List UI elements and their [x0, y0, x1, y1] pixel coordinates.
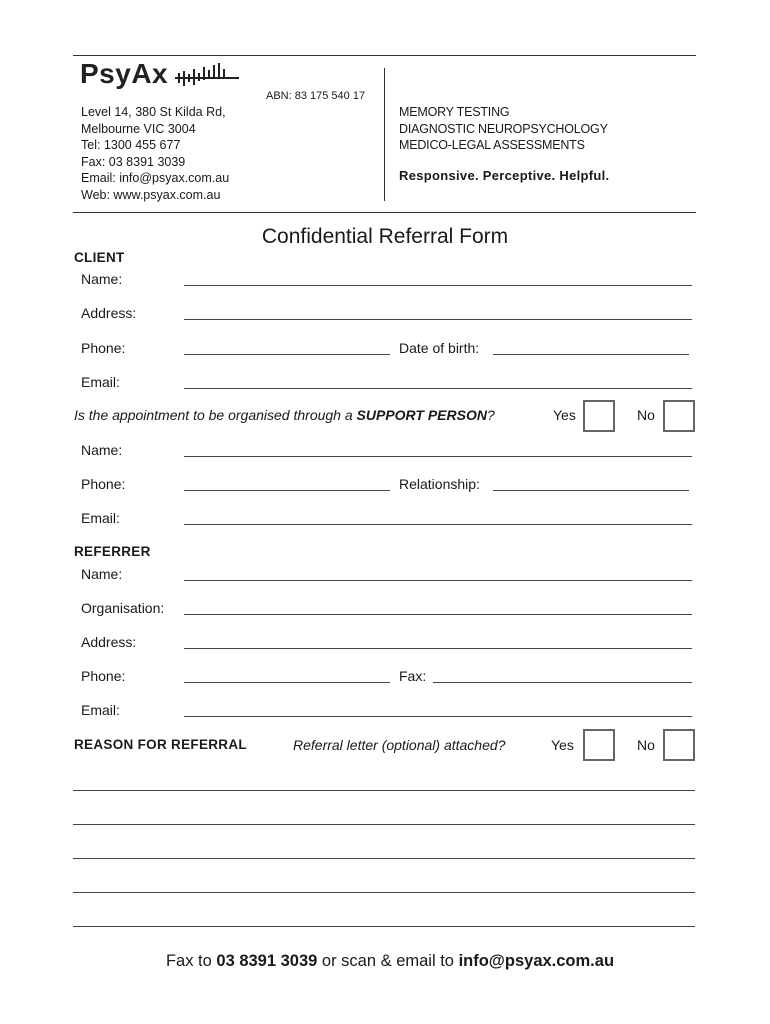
client-phone-field[interactable] — [184, 354, 390, 355]
reason-line[interactable] — [73, 892, 695, 893]
reason-line[interactable] — [73, 858, 695, 859]
letter-yes-label: Yes — [551, 737, 574, 753]
header-divider — [384, 68, 385, 201]
referrer-organisation-field[interactable] — [184, 614, 692, 615]
letter-question: Referral letter (optional) attached? — [293, 737, 506, 753]
referrer-fax-field[interactable] — [433, 682, 692, 683]
logo — [80, 58, 245, 94]
support-question-prefix: Is the appointment to be organised through a — [74, 407, 357, 423]
referrer-fax-label: Fax: — [399, 668, 427, 684]
support-phone-label: Phone: — [81, 476, 126, 492]
phone-line: Tel: 1300 455 677 — [81, 138, 181, 152]
header-bottom-rule — [73, 212, 696, 213]
support-question-emphasis: SUPPORT PERSON — [356, 407, 487, 423]
support-question-suffix: ? — [486, 407, 495, 423]
client-address-label: Address: — [81, 305, 137, 321]
referrer-email-label: Email: — [81, 702, 120, 718]
service-item: MEMORY TESTING — [399, 105, 510, 119]
client-dob-field[interactable] — [493, 354, 689, 355]
support-name-field[interactable] — [184, 456, 692, 457]
reason-line[interactable] — [73, 824, 695, 825]
client-heading: CLIENT — [74, 250, 125, 265]
form-title: Confidential Referral Form — [261, 225, 509, 248]
support-yes-label: Yes — [553, 407, 576, 423]
address-block — [81, 104, 229, 203]
support-question — [74, 407, 495, 423]
header-top-rule — [73, 55, 696, 56]
footer-fax: 03 8391 3039 — [216, 952, 318, 970]
waveform-icon — [173, 61, 243, 91]
reason-line[interactable] — [73, 926, 695, 927]
address-line: Melbourne VIC 3004 — [81, 121, 196, 136]
referrer-name-field[interactable] — [184, 580, 692, 581]
referrer-name-label: Name: — [81, 566, 123, 582]
referrer-phone-field[interactable] — [184, 682, 390, 683]
tagline: Responsive. Perceptive. Helpful. — [399, 168, 610, 183]
address-line: Level 14, 380 St Kilda Rd, — [81, 105, 226, 119]
footer-email: info@psyax.com.au — [458, 952, 615, 970]
reason-heading: REASON FOR REFERRAL — [74, 737, 247, 752]
abn: ABN: 83 175 540 17 — [266, 90, 366, 102]
letter-yes-checkbox[interactable] — [583, 729, 615, 761]
client-dob-label: Date of birth: — [399, 340, 480, 356]
support-email-label: Email: — [81, 510, 120, 526]
fax-line: Fax: 03 8391 3039 — [81, 154, 186, 169]
referrer-heading: REFERRER — [74, 544, 151, 559]
letter-no-label: No — [637, 737, 655, 753]
referrer-organisation-label: Organisation: — [81, 600, 165, 616]
referrer-phone-label: Phone: — [81, 668, 126, 684]
support-yes-checkbox[interactable] — [583, 400, 615, 432]
footer-prefix: Fax to — [165, 952, 217, 970]
client-email-label: Email: — [81, 374, 120, 390]
reason-line[interactable] — [73, 790, 695, 791]
client-phone-label: Phone: — [81, 340, 126, 356]
support-relationship-label: Relationship: — [399, 476, 480, 492]
client-name-label: Name: — [81, 271, 123, 287]
web-line: Web: www.psyax.com.au — [81, 187, 221, 202]
support-phone-field[interactable] — [184, 490, 390, 491]
support-relationship-field[interactable] — [493, 490, 689, 491]
email-line: Email: info@psyax.com.au — [81, 171, 230, 185]
services-block — [399, 104, 608, 154]
client-email-field[interactable] — [184, 388, 692, 389]
client-name-field[interactable] — [184, 285, 692, 286]
support-no-label: No — [637, 407, 655, 423]
support-name-label: Name: — [81, 442, 123, 458]
letter-no-checkbox[interactable] — [663, 729, 695, 761]
support-email-field[interactable] — [184, 524, 692, 525]
referrer-email-field[interactable] — [184, 716, 692, 717]
service-item: DIAGNOSTIC NEUROPSYCHOLOGY — [399, 121, 608, 136]
support-no-checkbox[interactable] — [663, 400, 695, 432]
service-item: MEDICO-LEGAL ASSESSMENTS — [399, 138, 585, 152]
footer-note — [0, 952, 770, 971]
referrer-address-label: Address: — [81, 634, 137, 650]
logo-text: PsyAx — [80, 58, 169, 89]
footer-middle: or scan & email to — [317, 952, 459, 970]
referrer-address-field[interactable] — [184, 648, 692, 649]
client-address-field[interactable] — [184, 319, 692, 320]
